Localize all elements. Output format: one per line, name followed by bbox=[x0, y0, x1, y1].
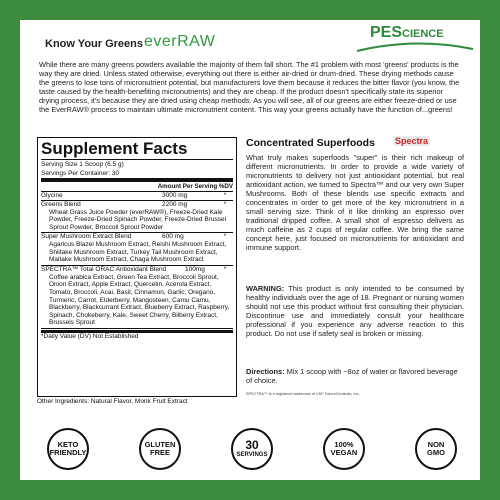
facts-row-glycine: Glycine 3000 mg * bbox=[41, 192, 233, 201]
supplement-facts-panel bbox=[37, 137, 237, 397]
directions-section bbox=[246, 367, 464, 385]
amount-header: Amount Per Serving %DV bbox=[41, 183, 233, 192]
intro-paragraph: While there are many greens powders available the majority of them fall short. The #1 problem with most 'greens' products is the way they are dried. Unless stated otherwise, everything out there is either air-dried or drum-dried. These drying methods cause the greens to lose tons of micronutrient potential, but manufacturers love them because it reduces the bitter flavor (you know, the taste caused by the health-benefiting micronutrients) and they are cheap. If the product doesn't specifically state its superior drying process, it's because they are dried using cheap methods. As you will see, all of our greens are either freeze-dried or use the EverRAW® process to maintain ultimate micronutrient content. This way your greens actually have the function of...greens! bbox=[39, 60, 460, 114]
dv-footnote: *Daily Value (DV) Not Established bbox=[41, 330, 233, 341]
warning-section bbox=[246, 284, 464, 338]
gluten-free-badge: GLUTEN FREE bbox=[139, 428, 181, 470]
non-gmo-badge: NON GMO bbox=[415, 428, 457, 470]
pescience-logo: PESCIENCE bbox=[370, 24, 444, 41]
servings-per-container: Servings Per Container: 30 bbox=[41, 169, 120, 177]
spectra-logo: Spectra bbox=[395, 136, 429, 146]
concentrated-superfoods-text: What truly makes superfoods "super" is their rich makeup of different micronutrients. In order to provide a wide variety of micronutrients to delivery not just antioxidant potential, but real antioxidant action, we turned to Spectra™ and our very own Super Mushrooms. Both of these blends use specific extracts and concentrates in order to get more of the key micronutrient in a small serving size. Think of it like drinking an espresso over traditional dripped coffee. A small shot of espresso delivers as much caffeine as 2 cups of regular coffee. We bring the same concept here, just focused on micronutrients for antioxidant and immune support. bbox=[246, 153, 464, 252]
directions-text: Mix 1 scoop with ~8oz of water or flavored beverage of choice. bbox=[246, 367, 458, 385]
keto-friendly-badge: KETO FRIENDLY bbox=[47, 428, 89, 470]
mushroom-blend-detail: Agaricus Blazei Mushroom Extract, Reishi Mushroom Extract, Shiitake Mushroom Extract, Turkey Tail Mushroom Extract, Maitake Mushroom Extract, Chaga Mushroom Extract bbox=[41, 241, 233, 266]
page-header bbox=[45, 24, 465, 56]
concentrated-superfoods-title: Concentrated Superfoods bbox=[246, 137, 375, 149]
pescience-swoosh-icon bbox=[355, 41, 475, 53]
supplement-facts-title: Supplement Facts bbox=[41, 140, 233, 160]
directions-label: Directions: bbox=[246, 367, 285, 376]
warning-label: WARNING: bbox=[246, 284, 285, 293]
trademark-note: SPECTRA™ is a registered trademark of VDF FutureCeuticals, Inc. bbox=[246, 392, 360, 396]
spectra-blend-detail: Coffee arabica Extract, Green Tea Extract, Broccoli Sprout, Onion Extract, Apple Extract, Quercetin, Acerola Extract, Tomato, Broccoli, Acai, Basil, Cinnamon, Garlic, Oregano, Turmeric, Carrot, Elderberry, Mangosteen, Camu Camu, Blackberry, Blackcurrant Extract, Blueberry Extract, Raspberry, Spinach, Chokeberry, Kale, Sweet Cherry, Bilberry Extract, Brussels Sprout bbox=[41, 274, 233, 329]
everraw-logo: everRAW bbox=[144, 33, 216, 50]
vegan-badge: 100% VEGAN bbox=[323, 428, 365, 470]
warning-text: This product is only intended to be consumed by healthy individuals over the age of 18. Pregnant or nursing women should not use this product without first consulting their physician. Discontinue use and immediately consult your healthcare professional if you experience any adverse reaction to this product. Do not use if safety seal is broken or missing. bbox=[246, 284, 464, 338]
serving-size: Serving Size 1 Scoop (6.5 g) bbox=[41, 161, 124, 168]
facts-row-greens: Greens Blend 2200 mg * bbox=[41, 200, 227, 208]
facts-row-spectra: SPECTRA™ Total ORAC Antioxidant Blend 100mg * bbox=[41, 265, 227, 273]
servings-badge: 30 SERVINGS bbox=[231, 428, 273, 470]
divider bbox=[41, 178, 233, 182]
page-title: Know Your Greens bbox=[45, 38, 144, 50]
facts-row-mushroom: Super Mushroom Extract Blend 600 mg * bbox=[41, 233, 227, 241]
greens-blend-detail: Wheat Grass Juice Powder (everRAW®), Freeze-Dried Kale Powder, Freeze-Dried Spinach Powder, Freeze-Dried Brussel Sprout Powder, Broccoli Sprout Powder bbox=[41, 209, 233, 234]
other-ingredients: Other Ingredients: Natural Flavor, Monk Fruit Extract bbox=[37, 398, 188, 405]
